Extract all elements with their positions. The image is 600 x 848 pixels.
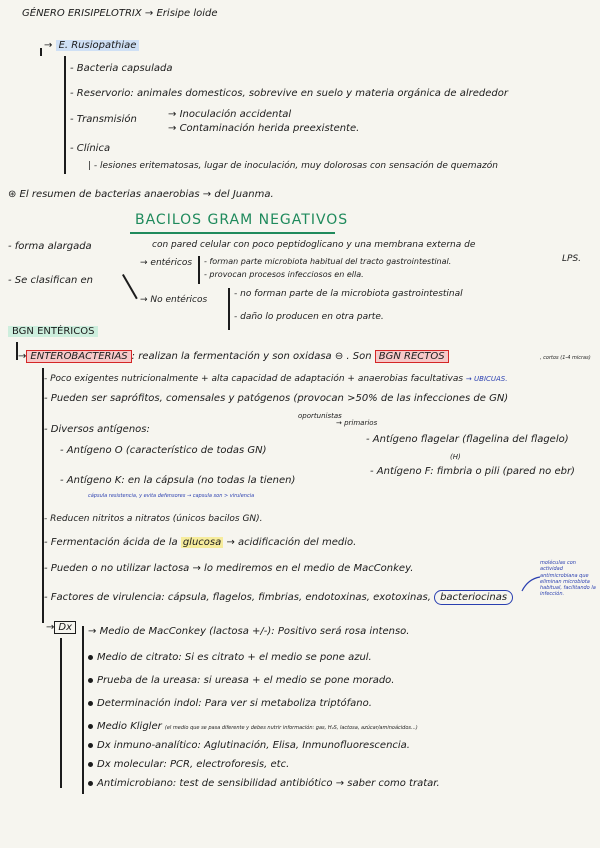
entericos-1: - forman parte microbiota habitual del tracto gastrointestinal.	[204, 257, 452, 266]
dx-tree-line	[60, 638, 62, 788]
dx-item-ureasa: Prueba de la ureasa: si ureasa + el medio se pone morado.	[88, 675, 394, 686]
entericos-label: → entéricos	[140, 258, 193, 268]
title-underline	[130, 232, 335, 234]
bacteriocinas-oval: bacteriocinas	[434, 590, 513, 605]
virulencia-line: - Factores de virulencia: cápsula, flagelos, fimbrias, endotoxinas, exotoxinas, bacteriocinas	[44, 592, 513, 603]
antigenos-line: - Diversos antígenos:	[44, 424, 150, 435]
saprofitos-line: - Pueden ser saprófitos, comensales y patógenos (provocan >50% de las infecciones de GN)	[44, 393, 509, 404]
cortos-note: , cortos (1-4 micras)	[540, 355, 591, 361]
dx-item-inmuno: Dx inmuno-analítico: Aglutinación, Elisa, Inmunofluorescencia.	[88, 740, 410, 751]
enterobacterias-line: → ENTEROBACTERIAS : realizan la fermentación y son oxidasa ⊖ . Son BGN RECTOS	[18, 351, 449, 362]
lactosa-line: - Pueden o no utilizar lactosa → lo mediremos en el medio de MacConkey.	[44, 563, 414, 574]
oportunistas-label: oportunistas	[298, 412, 342, 420]
transmision-line: - Transmisión	[70, 114, 137, 125]
lps-text: LPS.	[562, 254, 582, 264]
bgn-rectos-label: BGN RECTOS	[375, 350, 449, 363]
reservorio-line: - Reservorio: animales domesticos, sobrevive en suelo y materia orgánica de alrededor	[70, 88, 508, 99]
bgn-tree-line	[42, 368, 44, 623]
dx-box: → Dx	[46, 622, 76, 633]
dx-item-kligler: Medio Kligler (el medio que se pasa diferente y debes nutrir información: gas, H₂S, lactosa, azúcar/aminoácidos...)	[88, 721, 418, 732]
dx-item-antimicrobiano: Antimicrobiano: test de sensibilidad antibiótico → saber como tratar.	[88, 778, 440, 789]
nitritos-line: - Reducen nitritos a nitratos (únicos bacilos GN).	[44, 514, 263, 524]
antigeno-f: - Antígeno F: fimbria o pili (pared no ebr)	[370, 466, 575, 477]
transmision-item-2: → Contaminación herida preexistente.	[168, 123, 360, 134]
entericos-2: - provocan procesos infecciosos en ella.	[204, 270, 364, 279]
capsulada-line: - Bacteria capsulada	[70, 63, 173, 74]
primarios-label: → primarios	[336, 419, 378, 427]
dx-item-indol: Determinación indol: Para ver si metaboliza triptófano.	[88, 698, 372, 709]
dx-item-macconkey: → Medio de MacConkey (lactosa +/-): Positivo será rosa intenso.	[88, 626, 410, 637]
genus-heading: GÉNERO ERISIPELOTRIX → Erisipe loide	[22, 8, 218, 19]
bgn-entericos-heading: BGN ENTÉRICOS	[8, 326, 98, 337]
pared-line: con pared celular con poco peptidoglicano y una membrana externa de	[152, 240, 476, 250]
tree-line	[64, 56, 66, 174]
clasifican-line: - Se clasifican en	[8, 275, 93, 286]
clinica-detail: | - lesiones eritematosas, lugar de inoculación, muy dolorosas con sensación de quemazón	[88, 161, 498, 171]
note-arrow	[520, 575, 542, 593]
species-heading: → E. Rusiopathiae	[44, 40, 139, 51]
antigeno-h: - Antígeno flagelar (flagelina del flagelo)	[366, 434, 569, 445]
dx-item-citrato: Medio de citrato: Si es citrato + el medio se pone azul.	[88, 652, 372, 663]
glucosa-highlight: glucosa	[182, 537, 222, 548]
no-entericos-1: - no forman parte de la microbiota gastrointestinal	[234, 289, 463, 299]
enterobacterias-label: ENTEROBACTERIAS	[26, 350, 131, 363]
transmision-item-1: → Inoculación accidental	[168, 109, 292, 120]
antigeno-k: - Antígeno K: en la cápsula (no todas la tienen)	[60, 475, 296, 486]
dx-item-molecular: Dx molecular: PCR, electroforesis, etc.	[88, 759, 289, 770]
fermentacion-line: - Fermentación ácida de la glucosa → acidificación del medio.	[44, 537, 357, 548]
exigentes-line: - Poco exigentes nutricionalmente + alta capacidad de adaptación + anaerobias facultativas → UBICUAS.	[44, 374, 508, 384]
forma-line: - forma alargada	[8, 241, 92, 252]
bacteriocinas-note: moléculas con actividad antimicrobiana que eliminan microbiota habitual, facilitando la infección.	[540, 560, 596, 598]
section-title-bacilos: BACILOS GRAM NEGATIVOS	[135, 212, 349, 228]
clinica-line: - Clínica	[70, 143, 111, 154]
kligler-note: (el medio que se pasa diferente y debes nutrir información: gas, H₂S, lactosa, azúcar/aminoácidos...)	[164, 725, 418, 731]
resumen-note: ⊛ El resumen de bacterias anaerobias → del Juanma.	[8, 189, 274, 200]
no-entericos-2: - daño lo producen en otra parte.	[234, 312, 384, 322]
no-entericos-label: → No entéricos	[140, 295, 208, 305]
branch-line	[122, 274, 137, 299]
antigeno-h-sub: (H)	[450, 453, 461, 461]
antigeno-k-note: cápsula resistencia, y evita defensores → capsula son > virulencia	[88, 493, 255, 499]
antigeno-o: - Antígeno O (característico de todas GN)	[60, 445, 267, 456]
